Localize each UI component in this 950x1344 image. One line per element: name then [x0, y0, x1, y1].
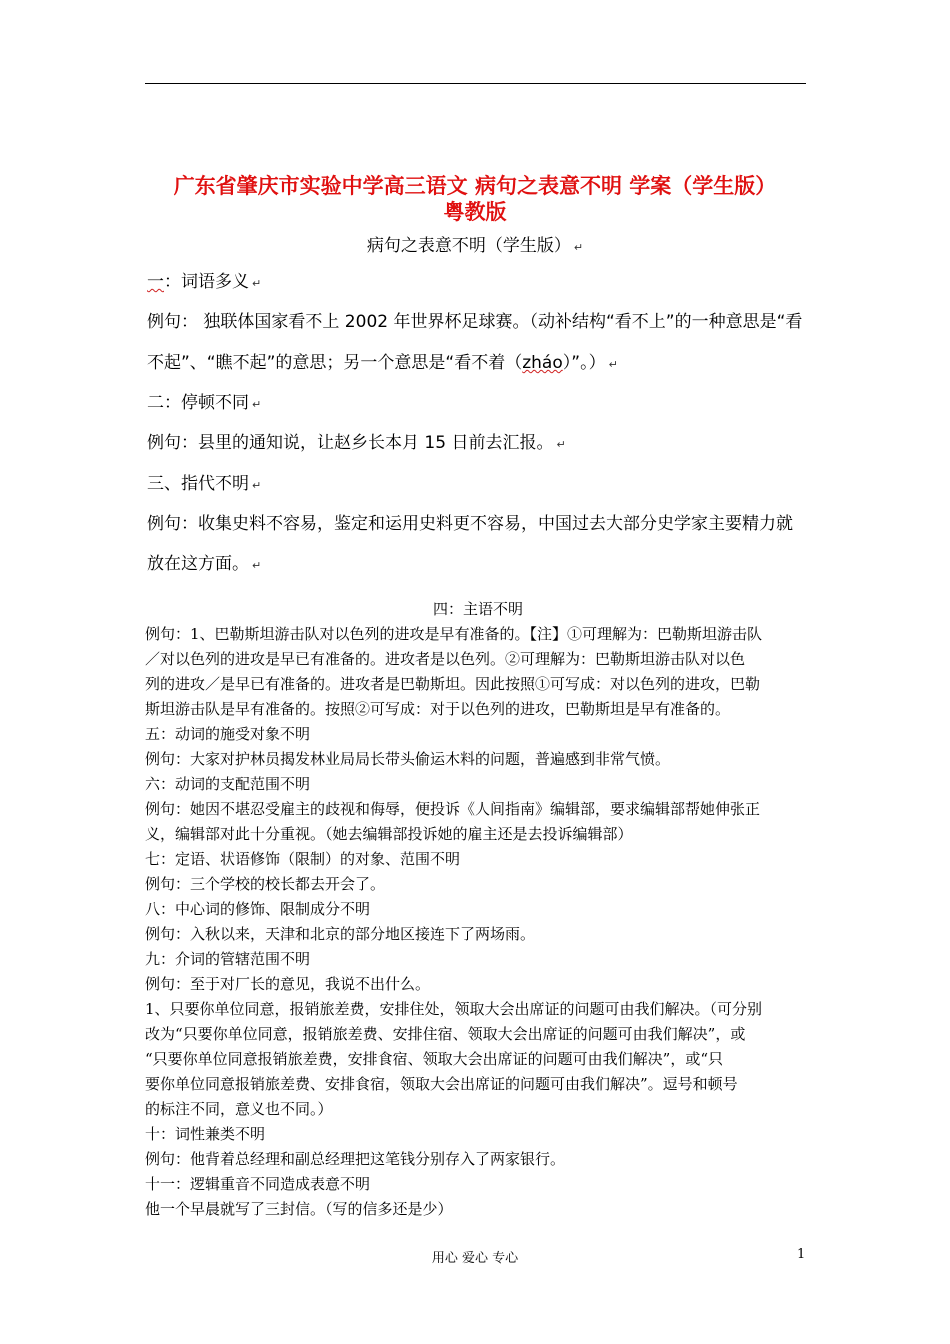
- document-subtitle: [140, 231, 810, 256]
- heading-number: 一: [147, 272, 164, 292]
- heading-text: 二：停顿不同: [147, 393, 249, 413]
- page-number: 1: [797, 1247, 806, 1262]
- section-1-example-line2: [147, 343, 863, 385]
- return-mark: ↵: [252, 559, 262, 572]
- pinyin: zháo: [522, 353, 563, 373]
- example-text: 例句：县里的通知说，让赵乡长本月 15 日前去汇报。: [147, 433, 554, 453]
- section-4-line: 列的进攻／是早已有准备的。进攻者是巴勒斯坦。因此按照①可写成：对以色列的进攻，巴勒: [145, 675, 761, 693]
- section-11-example: 他一个早晨就写了三封信。（写的信多还是少）: [145, 1200, 453, 1218]
- section-4-heading: 四：主语不明: [432, 600, 523, 618]
- section-7-heading: 七：定语、状语修饰（限制）的对象、范围不明: [145, 850, 461, 868]
- document-title-line2: 粤教版: [443, 199, 507, 224]
- section-11-heading: 十一：逻辑重音不同造成表意不明: [145, 1175, 371, 1193]
- section-9-line: “只要你单位同意报销旅差费，安排食宿、领取大会出席证的问题可由我们解决”，或“只: [145, 1050, 724, 1068]
- example-text: 不起”、“瞧不起”的意思；另一个意思是“看不着（: [147, 353, 523, 373]
- return-mark: ↵: [573, 241, 584, 254]
- document-title-line1: 广东省肇庆市实验中学高三语文 病句之表意不明 学案（学生版）: [173, 173, 777, 198]
- section-4-line: 斯坦游击队是早有准备的。按照②可写成：对于以色列的进攻，巴勒斯坦是早有准备的。: [145, 700, 731, 718]
- section-3-example-line1: 例句：收集史料不容易，鉴定和运用史料更不容易，中国过去大部分史学家主要精力就: [147, 514, 793, 534]
- section-10-heading: 十：词性兼类不明: [145, 1125, 266, 1143]
- section-2-heading: [147, 383, 863, 425]
- section-6-line: 义，编辑部对此十分重视。（她去编辑部投诉她的雇主还是去投诉编辑部）: [145, 825, 633, 843]
- footer-motto: 用心 爱心 专心: [431, 1251, 519, 1266]
- section-2-example: [147, 423, 863, 465]
- section-4-line: 例句：1、巴勒斯坦游击队对以色列的进攻是早有准备的。【注】①可理解为：巴勒斯坦游击队: [145, 625, 763, 643]
- return-mark: ↵: [252, 398, 262, 411]
- section-3-heading: [147, 464, 863, 506]
- section-1-heading: [147, 262, 863, 304]
- header-rule: [145, 83, 806, 84]
- section-5-heading: 五：动词的施受对象不明: [145, 725, 311, 743]
- return-mark: ↵: [556, 438, 566, 451]
- subtitle-text: 病句之表意不明（学生版）: [366, 236, 571, 256]
- section-7-example: 例句：三个学校的校长都去开会了。: [145, 875, 386, 893]
- heading-text: 三、指代不明: [147, 474, 249, 494]
- section-9-line: 要你单位同意报销旅差费、安排食宿，领取大会出席证的问题可由我们解决”。逗号和顿号: [145, 1075, 738, 1093]
- section-6-line: 例句：她因不堪忍受雇主的歧视和侮辱，便投诉《人间指南》编辑部，要求编辑部帮她伸张正: [145, 800, 761, 818]
- heading-text: ：词语多义: [164, 272, 249, 292]
- section-8-heading: 八：中心词的修饰、限制成分不明: [145, 900, 371, 918]
- section-8-example: 例句：入秋以来，天津和北京的部分地区接连下了两场雨。: [145, 925, 536, 943]
- example-text: 放在这方面。: [147, 554, 249, 574]
- section-1-example-line1: 例句： 独联体国家看不上 2002 年世界杯足球赛。（动补结构“看不上”的一种意思是“看: [147, 312, 803, 332]
- section-9-heading: 九：介词的管辖范围不明: [145, 950, 311, 968]
- section-4-line: ／对以色列的进攻是早已有准备的。进攻者是以色列。②可理解为：巴勒斯坦游击队对以色: [145, 650, 746, 668]
- section-9-example: 例句：至于对厂长的意见，我说不出什么。: [145, 975, 431, 993]
- return-mark: ↵: [252, 479, 262, 492]
- section-5-example: 例句：大家对护林员揭发林业局局长带头偷运木料的问题，普遍感到非常气愤。: [145, 750, 671, 768]
- section-9-line: 的标注不同，意义也不同。）: [145, 1100, 333, 1118]
- section-10-example: 例句：他背着总经理和副总经理把这笔钱分别存入了两家银行。: [145, 1150, 566, 1168]
- return-mark: ↵: [252, 277, 262, 290]
- small-sections: [145, 597, 811, 1222]
- section-9-line: 1、只要你单位同意，报销旅差费，安排住处，领取大会出席证的问题可由我们解决。（可分别: [145, 1000, 763, 1018]
- return-mark: ↵: [608, 358, 618, 371]
- section-6-heading: 六：动词的支配范围不明: [145, 775, 311, 793]
- example-text: ）”。）: [562, 353, 606, 373]
- section-9-line: 改为“只要你单位同意，报销旅差费、安排住宿、领取大会出席证的问题可由我们解决”，或: [145, 1025, 746, 1043]
- section-3-example-line2: [147, 544, 863, 586]
